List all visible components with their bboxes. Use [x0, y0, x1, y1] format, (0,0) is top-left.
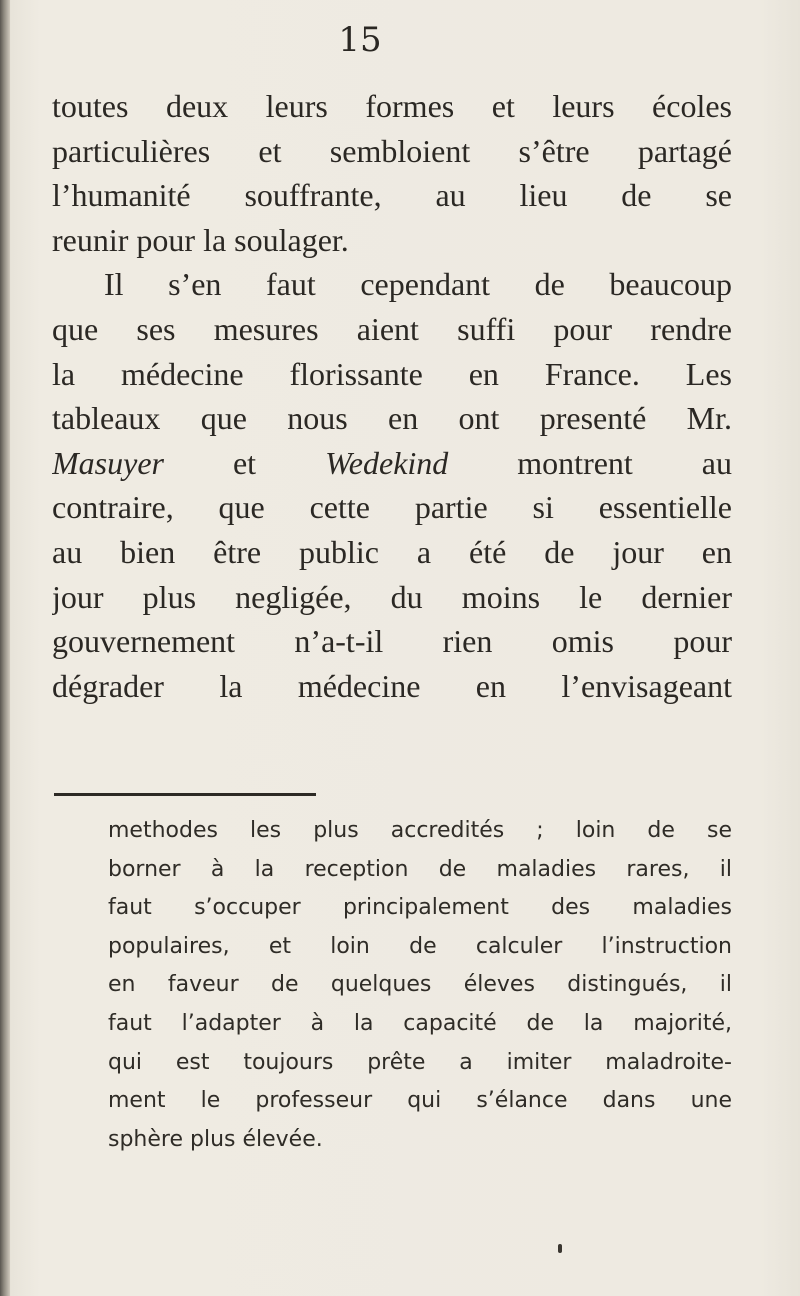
footnote-line: borner à la reception de maladies rares, il: [108, 856, 732, 882]
footnote: [108, 812, 732, 1159]
body-line: dégrader la médecine en l’envisageant: [52, 667, 732, 704]
body-line: l’humanité souffrante, au lieu de se: [52, 177, 732, 214]
body-line: la médecine florissante en France. Les: [52, 355, 732, 392]
footnote-line: sphère plus élevée.: [108, 1126, 323, 1152]
page-number: 15: [338, 20, 382, 60]
binding-edge: [0, 0, 10, 1296]
footnote-line: faut l’adapter à la capacité de la majorité,: [108, 1010, 732, 1036]
footnote-line: en faveur de quelques éleves distingués, il: [108, 972, 732, 998]
main-text: [52, 84, 732, 708]
body-line: particulières et sembloient s’être partagé: [52, 132, 732, 169]
body-line: contraire, que cette partie si essentielle: [52, 489, 732, 526]
body-line-names: [52, 441, 732, 486]
body-line: toutes deux leurs formes et leurs écoles: [52, 88, 732, 124]
body-line: au bien être public a été de jour en: [52, 533, 732, 570]
body-line: jour plus negligée, du moins le dernier: [52, 578, 732, 615]
footnote-divider: [54, 793, 316, 796]
footnote-line: faut s’occuper principalement des maladies: [108, 895, 732, 921]
footnote-line: methodes les plus accredités ; loin de se: [108, 818, 732, 843]
line-rest: montrent au: [517, 444, 732, 481]
author-name-masuyer: Masuyer: [52, 444, 164, 481]
body-line: reunir pour la soulager.: [52, 221, 349, 258]
body-line: gouvernement n’a-t-il rien omis pour: [52, 623, 732, 660]
body-line: tableaux que nous en ont presenté Mr.: [52, 400, 732, 437]
ink-speck: [558, 1244, 562, 1253]
conjunction: et: [232, 444, 257, 481]
author-name-wedekind: Wedekind: [325, 444, 449, 481]
footnote-line: qui est toujours prête a imiter maladroite-: [108, 1049, 732, 1075]
body-line: Il s’en faut cependant de beaucoup: [104, 266, 732, 303]
footnote-line: populaires, et loin de calculer l’instruction: [108, 933, 732, 959]
footnote-line: ment le professeur qui s’élance dans une: [108, 1088, 732, 1114]
body-line: que ses mesures aient suffi pour rendre: [52, 310, 732, 347]
